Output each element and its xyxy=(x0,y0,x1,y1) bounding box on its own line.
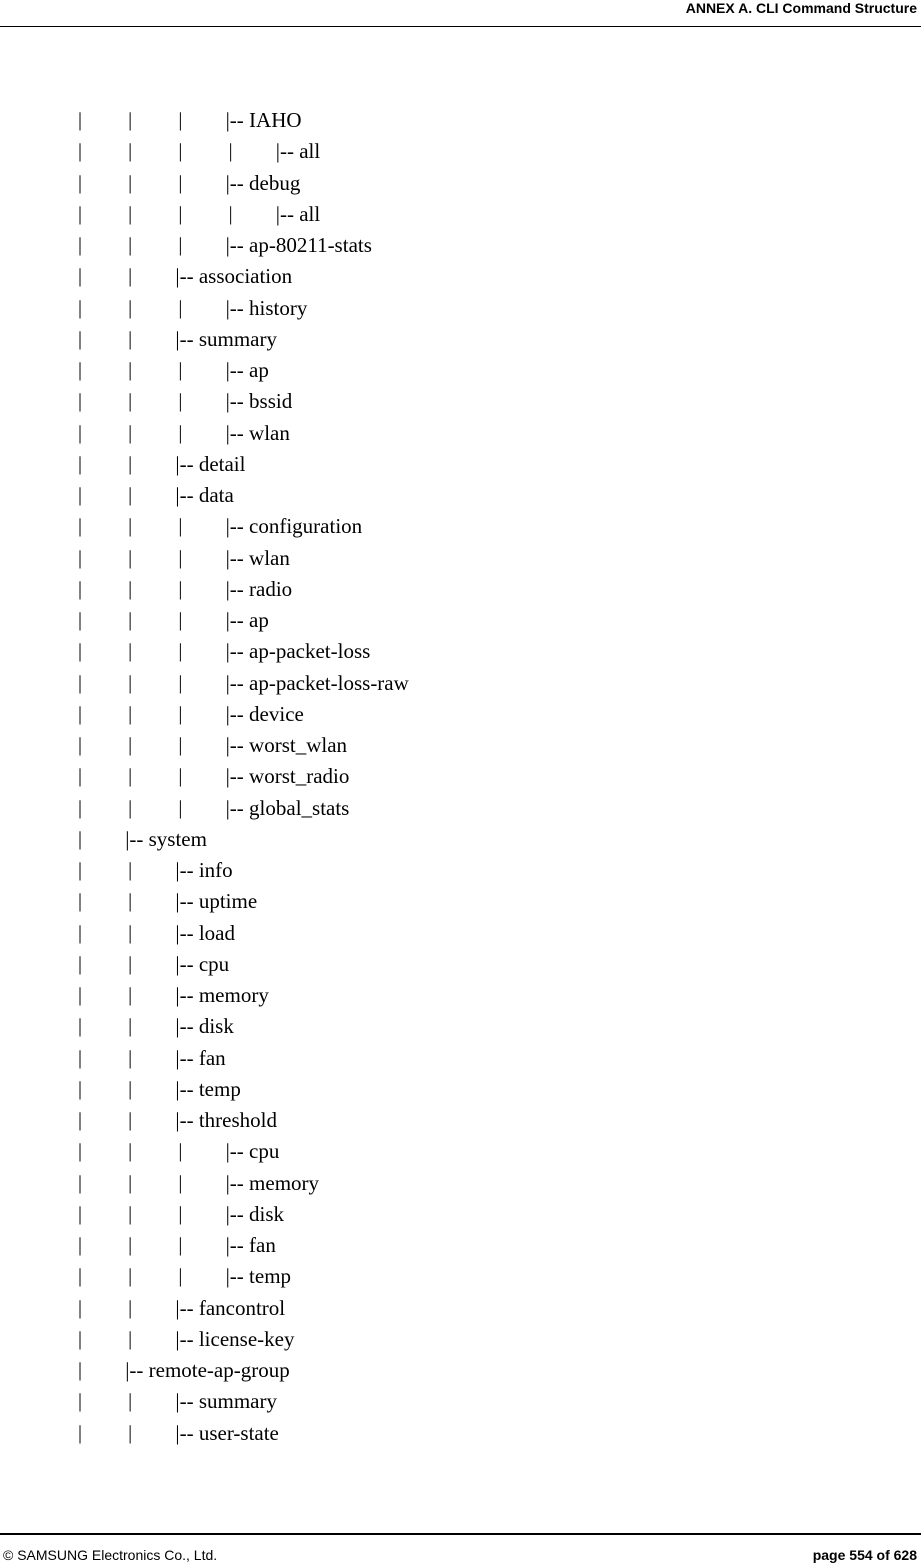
tree-node xyxy=(0,981,921,1012)
tree-node-label: |-- threshold xyxy=(175,1108,277,1132)
footer-page-number: page 554 of 628 xyxy=(812,1547,917,1563)
tree-node-label: |-- disk xyxy=(175,1014,234,1039)
tree-guide-bar: | xyxy=(77,1327,82,1350)
tree-guide-bar: | xyxy=(128,1265,133,1288)
tree-node xyxy=(0,1169,921,1200)
tree-guide-bar: | xyxy=(128,890,133,913)
tree-guide-bar: | xyxy=(128,452,133,475)
tree-node xyxy=(0,231,921,262)
tree-guide-bar: | xyxy=(77,1390,82,1413)
tree-guide-bar: | xyxy=(77,1140,82,1163)
tree-node-label: |-- cpu xyxy=(225,1139,280,1164)
tree-guide-bar: | xyxy=(128,921,133,944)
tree-guide-bar: | xyxy=(128,734,133,756)
tree-guide-bar: | xyxy=(178,390,183,413)
tree-node-label: |-- ap-packet-loss xyxy=(225,639,371,664)
tree-node-label: |-- radio xyxy=(225,576,293,601)
tree-guide-bar: | xyxy=(178,296,183,319)
tree-node xyxy=(0,1200,921,1231)
tree-node-label: |-- ap-packet-loss-raw xyxy=(225,670,409,695)
tree-guide-bar: | xyxy=(77,546,82,569)
tree-guide-bar: | xyxy=(77,171,82,194)
tree-guide-bar: | xyxy=(77,421,82,444)
tree-guide-bar: | xyxy=(178,671,183,694)
tree-node-label: |-- fan xyxy=(175,1045,226,1070)
tree-guide-bar: | xyxy=(128,671,133,694)
tree-guide-bar: | xyxy=(178,515,183,538)
tree-node-label: |-- disk xyxy=(225,1201,285,1226)
tree-node xyxy=(0,1012,921,1043)
tree-guide-bar: | xyxy=(178,1140,183,1163)
tree-guide-bar: | xyxy=(128,1077,133,1100)
tree-node-label: |-- summary xyxy=(175,326,277,351)
tree-node xyxy=(0,669,921,700)
tree-guide-bar: | xyxy=(228,140,233,163)
tree-guide-bar: | xyxy=(128,765,133,788)
tree-node xyxy=(0,1419,921,1450)
tree-node xyxy=(0,731,921,762)
tree-guide-bar: | xyxy=(128,359,133,381)
tree-guide-bar: | xyxy=(128,327,133,350)
tree-node xyxy=(0,1294,921,1325)
tree-guide-bar: | xyxy=(128,640,133,663)
tree-guide-bar: | xyxy=(178,796,183,819)
tree-guide-bar: | xyxy=(178,140,183,163)
tree-guide-bar: | xyxy=(128,140,133,163)
tree-node xyxy=(0,856,921,887)
tree-guide-bar: | xyxy=(128,859,133,881)
tree-guide-bar: | xyxy=(128,577,133,600)
tree-node xyxy=(0,1262,921,1293)
tree-node-label: |-- history xyxy=(225,295,308,320)
tree-node xyxy=(0,481,921,512)
tree-node xyxy=(0,387,921,418)
tree-node-label: |-- association xyxy=(175,264,293,289)
tree-guide-bar: | xyxy=(77,702,82,725)
tree-guide-bar: | xyxy=(77,640,82,663)
tree-node xyxy=(0,356,921,387)
tree-node xyxy=(0,919,921,950)
tree-node xyxy=(0,137,921,168)
tree-guide-bar: | xyxy=(128,702,133,725)
tree-guide-bar: | xyxy=(128,1202,133,1225)
tree-node-label: |-- user-state xyxy=(175,1420,279,1445)
tree-guide-bar: | xyxy=(77,1109,82,1131)
tree-node-label: |-- worst_radio xyxy=(225,764,350,789)
tree-node xyxy=(0,606,921,637)
tree-guide-bar: | xyxy=(178,609,183,631)
tree-guide-bar: | xyxy=(77,859,82,881)
tree-guide-bar: | xyxy=(178,359,183,381)
tree-guide-bar: | xyxy=(77,827,82,850)
tree-guide-bar: | xyxy=(77,796,82,819)
tree-guide-bar: | xyxy=(77,1015,82,1038)
tree-node-label: |-- uptime xyxy=(175,889,258,914)
tree-guide-bar: | xyxy=(128,1109,133,1131)
tree-node-label: |-- detail xyxy=(175,451,246,476)
tree-guide-bar: | xyxy=(77,1202,82,1225)
header-divider xyxy=(0,26,921,27)
tree-node-label: |-- load xyxy=(175,920,235,945)
tree-guide-bar: | xyxy=(128,515,133,538)
tree-node-label: |-- configuration xyxy=(225,514,363,539)
tree-node xyxy=(0,1231,921,1262)
tree-guide-bar: | xyxy=(77,515,82,538)
tree-node xyxy=(0,262,921,293)
tree-node xyxy=(0,825,921,856)
tree-guide-bar: | xyxy=(128,609,133,631)
tree-guide-bar: | xyxy=(178,702,183,725)
tree-guide-bar: | xyxy=(178,577,183,600)
tree-node xyxy=(0,1325,921,1356)
tree-guide-bar: | xyxy=(178,1202,183,1225)
tree-guide-bar: | xyxy=(128,1015,133,1038)
tree-guide-bar: | xyxy=(77,109,82,131)
tree-guide-bar: | xyxy=(128,1046,133,1069)
tree-guide-bar: | xyxy=(128,1234,133,1256)
tree-guide-bar: | xyxy=(77,984,82,1006)
tree-node-label: |-- system xyxy=(125,826,207,851)
command-tree xyxy=(0,106,921,1450)
tree-guide-bar: | xyxy=(128,1390,133,1413)
tree-node xyxy=(0,106,921,137)
tree-guide-bar: | xyxy=(77,1171,82,1194)
tree-guide-bar: | xyxy=(77,1077,82,1100)
tree-guide-bar: | xyxy=(128,1327,133,1350)
tree-guide-bar: | xyxy=(128,202,133,225)
tree-node-label: |-- info xyxy=(175,858,233,882)
tree-guide-bar: | xyxy=(128,984,133,1006)
tree-node xyxy=(0,325,921,356)
tree-guide-bar: | xyxy=(77,577,82,600)
tree-node-label: |-- all xyxy=(275,201,321,226)
tree-guide-bar: | xyxy=(178,765,183,788)
tree-guide-bar: | xyxy=(128,1140,133,1163)
tree-guide-bar: | xyxy=(77,765,82,788)
tree-node xyxy=(0,762,921,793)
tree-node xyxy=(0,450,921,481)
tree-guide-bar: | xyxy=(128,171,133,194)
tree-guide-bar: | xyxy=(128,796,133,819)
tree-node-label: |-- debug xyxy=(225,170,301,195)
tree-node xyxy=(0,169,921,200)
tree-guide-bar: | xyxy=(77,390,82,413)
tree-guide-bar: | xyxy=(178,1234,183,1256)
tree-node-label: |-- memory xyxy=(175,983,269,1007)
tree-node-label: |-- fancontrol xyxy=(175,1295,286,1320)
tree-guide-bar: | xyxy=(178,1171,183,1194)
tree-node xyxy=(0,1075,921,1106)
tree-guide-bar: | xyxy=(178,109,183,131)
tree-node xyxy=(0,1106,921,1137)
tree-guide-bar: | xyxy=(128,1171,133,1194)
tree-node-label: |-- temp xyxy=(225,1264,292,1289)
tree-guide-bar: | xyxy=(128,109,133,131)
tree-guide-bar: | xyxy=(128,546,133,569)
tree-node-label: |-- all xyxy=(275,139,321,164)
tree-guide-bar: | xyxy=(178,734,183,756)
tree-node-label: |-- IAHO xyxy=(225,108,302,132)
tree-guide-bar: | xyxy=(77,609,82,631)
tree-node-label: |-- remote-ap-group xyxy=(125,1358,290,1382)
tree-guide-bar: | xyxy=(77,1234,82,1256)
footer-divider xyxy=(0,1533,921,1535)
tree-guide-bar: | xyxy=(77,359,82,381)
tree-node-label: |-- device xyxy=(225,701,304,726)
tree-node xyxy=(0,1387,921,1418)
tree-guide-bar: | xyxy=(128,1296,133,1319)
tree-node-label: |-- global_stats xyxy=(225,795,350,820)
tree-guide-bar: | xyxy=(77,1296,82,1319)
tree-guide-bar: | xyxy=(77,671,82,694)
tree-guide-bar: | xyxy=(178,171,183,194)
tree-node xyxy=(0,637,921,668)
tree-guide-bar: | xyxy=(77,265,82,288)
tree-node-label: |-- temp xyxy=(175,1076,241,1101)
tree-node xyxy=(0,794,921,825)
tree-guide-bar: | xyxy=(128,296,133,319)
tree-guide-bar: | xyxy=(178,202,183,225)
tree-node xyxy=(0,1044,921,1075)
tree-node-label: |-- license-key xyxy=(175,1326,295,1351)
tree-node-label: |-- memory xyxy=(225,1170,320,1195)
tree-node-label: |-- ap xyxy=(225,608,269,632)
tree-guide-bar: | xyxy=(178,546,183,569)
tree-guide-bar: | xyxy=(77,890,82,913)
tree-guide-bar: | xyxy=(77,296,82,319)
tree-guide-bar: | xyxy=(77,327,82,350)
tree-guide-bar: | xyxy=(128,421,133,444)
tree-guide-bar: | xyxy=(77,1359,82,1381)
tree-guide-bar: | xyxy=(77,1421,82,1444)
tree-node-label: |-- fan xyxy=(225,1233,276,1257)
tree-guide-bar: | xyxy=(178,421,183,444)
tree-node-label: |-- bssid xyxy=(225,389,293,414)
tree-guide-bar: | xyxy=(128,952,133,975)
tree-node-label: |-- ap-80211-stats xyxy=(225,233,372,257)
tree-guide-bar: | xyxy=(228,202,233,225)
tree-node xyxy=(0,294,921,325)
tree-node-label: |-- summary xyxy=(175,1389,277,1414)
tree-node-label: |-- ap xyxy=(225,358,269,382)
document-header-title: ANNEX A. CLI Command Structure xyxy=(685,0,917,16)
tree-guide-bar: | xyxy=(178,234,183,256)
tree-node-label: |-- wlan xyxy=(225,420,290,445)
tree-guide-bar: | xyxy=(77,734,82,756)
tree-guide-bar: | xyxy=(77,202,82,225)
tree-guide-bar: | xyxy=(77,921,82,944)
tree-guide-bar: | xyxy=(128,484,133,506)
tree-guide-bar: | xyxy=(178,640,183,663)
tree-guide-bar: | xyxy=(178,1265,183,1288)
tree-node xyxy=(0,700,921,731)
footer-copyright: © SAMSUNG Electronics Co., Ltd. xyxy=(3,1547,218,1563)
tree-guide-bar: | xyxy=(128,1421,133,1444)
tree-guide-bar: | xyxy=(77,1046,82,1069)
tree-node-label: |-- data xyxy=(175,483,234,507)
tree-node-label: |-- worst_wlan xyxy=(225,733,348,757)
tree-guide-bar: | xyxy=(77,452,82,475)
tree-node xyxy=(0,575,921,606)
tree-guide-bar: | xyxy=(128,234,133,256)
tree-node-label: |-- cpu xyxy=(175,951,230,976)
tree-guide-bar: | xyxy=(77,234,82,256)
tree-node xyxy=(0,1137,921,1168)
tree-guide-bar: | xyxy=(77,484,82,506)
tree-node xyxy=(0,887,921,918)
tree-guide-bar: | xyxy=(128,265,133,288)
tree-guide-bar: | xyxy=(128,390,133,413)
tree-guide-bar: | xyxy=(77,1265,82,1288)
tree-node xyxy=(0,419,921,450)
tree-node xyxy=(0,512,921,543)
tree-node-label: |-- wlan xyxy=(225,545,290,570)
tree-node xyxy=(0,544,921,575)
tree-guide-bar: | xyxy=(77,952,82,975)
tree-node xyxy=(0,200,921,231)
tree-guide-bar: | xyxy=(77,140,82,163)
tree-node xyxy=(0,1356,921,1387)
tree-node xyxy=(0,950,921,981)
